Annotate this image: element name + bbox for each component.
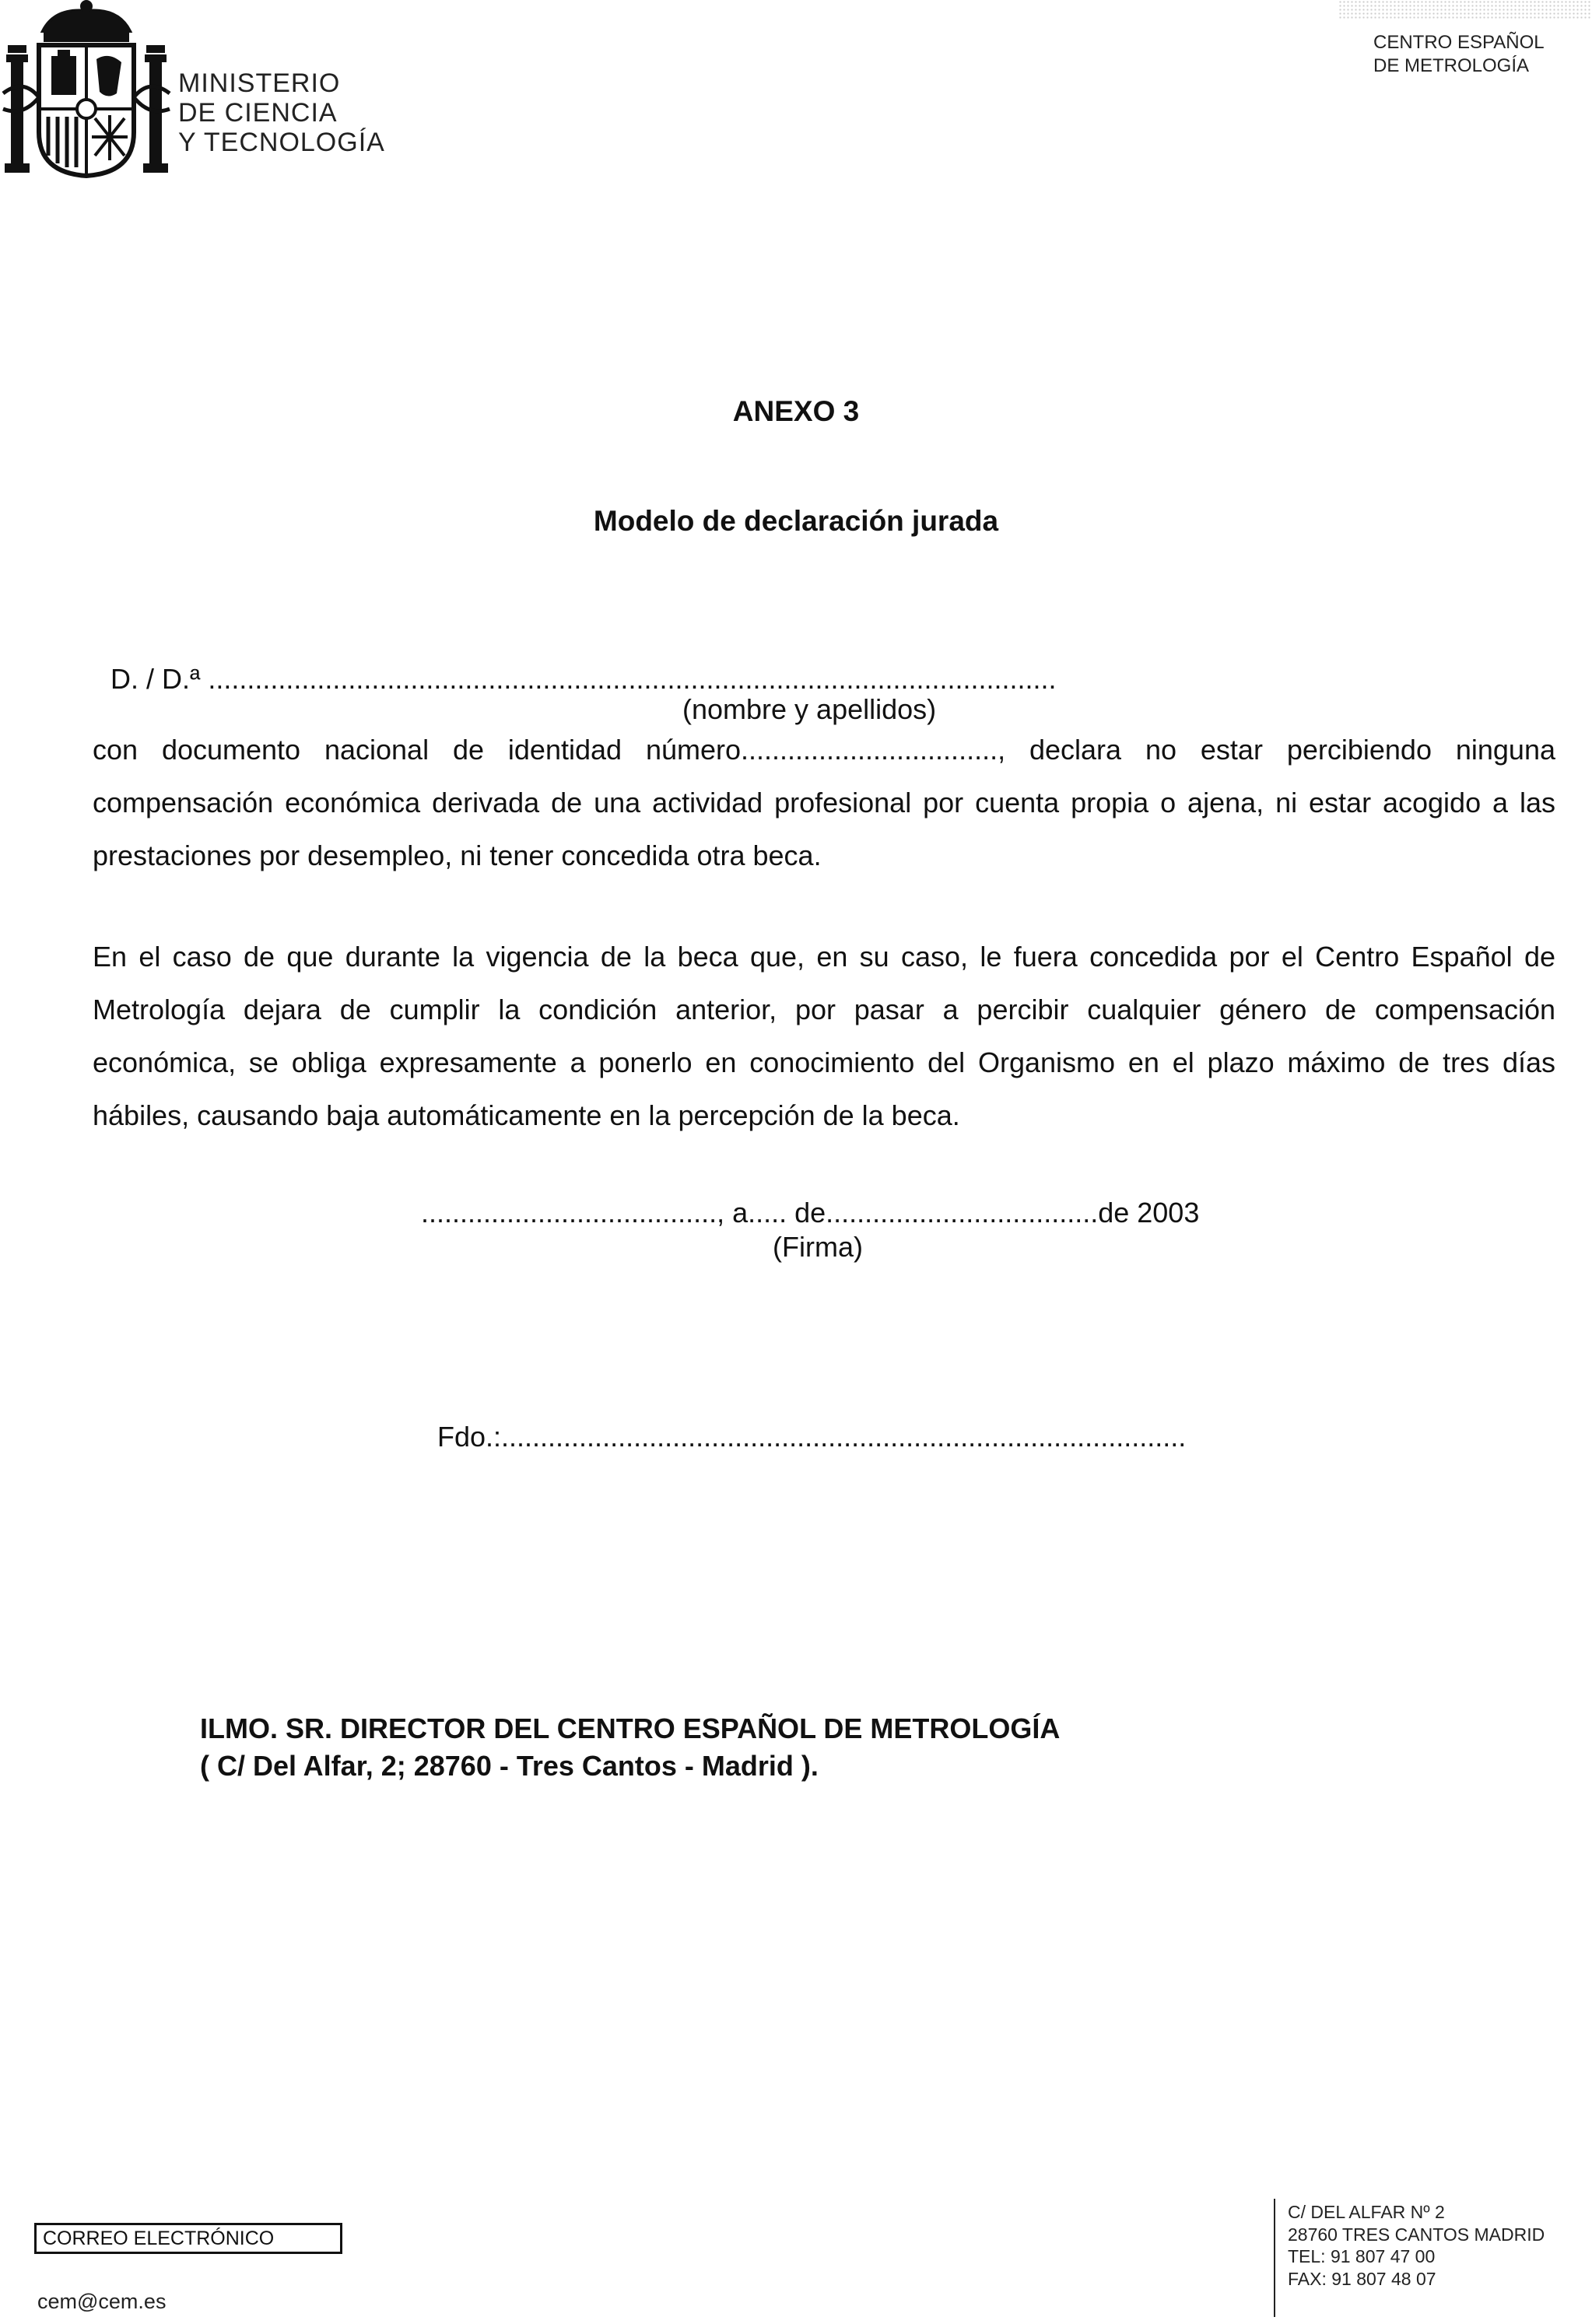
coat-of-arms-logo: [0, 0, 173, 181]
ministry-line: DE CIENCIA: [178, 98, 338, 128]
center-line: DE METROLOGÍA: [1373, 55, 1530, 76]
addressee-line-1: ILMO. SR. DIRECTOR DEL CENTRO ESPAÑOL DE METROLOGÍA: [200, 1712, 1061, 1744]
document-title: Modelo de declaración jurada: [593, 505, 999, 537]
addressee-line-2: ( C/ Del Alfar, 2; 28760 - Tres Cantos - Madrid ).: [200, 1750, 819, 1782]
signature-caption: (Firma): [773, 1231, 863, 1263]
scan-noise-stamp: [1338, 0, 1592, 19]
footer-address-line: FAX: 91 807 48 07: [1288, 2268, 1436, 2289]
footer-address-line: 28760 TRES CANTOS MADRID: [1288, 2224, 1545, 2245]
signed-by-line: Fdo.:........................................................................................: [437, 1421, 1187, 1453]
ministry-line: MINISTERIO: [178, 68, 341, 98]
footer-address: [1288, 2201, 1545, 2290]
ministry-name: [178, 68, 385, 157]
name-fill-line: D. / D.ª .............................................................................................................: [110, 663, 1057, 695]
footer-address-line: C/ DEL ALFAR Nº 2: [1288, 2202, 1445, 2222]
declaration-paragraph-2: En el caso de que durante la vigencia de la beca que, en su caso, le fuera concedida por el Centro Español de Metrología dejara de cumplir la condición anterior, por pasar a percibir cualquier género de compensación económica, se obliga expresamente a ponerlo en conocimiento del Organismo en el plazo máximo de tres días hábiles, causando baja automáticamente en la percepción de la beca.: [93, 941, 1555, 1131]
declaration-paragraph-1: con documento nacional de identidad número................................., declara no estar percibiendo ninguna compensación económica derivada de una actividad profesional por cuenta propia o ajena, ni estar acogido a las prestaciones por desempleo, ni tener concedida otra beca.: [93, 734, 1555, 871]
addressee-block: [200, 1710, 1060, 1785]
footer-divider: [1274, 2199, 1275, 2317]
name-caption: (nombre y apellidos): [682, 693, 937, 725]
footer-address-line: TEL: 91 807 47 00: [1288, 2246, 1436, 2266]
email-address: cem@cem.es: [37, 2290, 167, 2313]
ministry-line: Y TECNOLOGÍA: [178, 128, 385, 157]
center-line: CENTRO ESPAÑOL: [1373, 32, 1545, 53]
place-date-line: ......................................, a..... de...................................de 2003: [421, 1197, 1200, 1229]
email-label-box: CORREO ELECTRÓNICO: [34, 2223, 342, 2254]
annex-title: ANEXO 3: [732, 395, 860, 427]
center-name: [1373, 31, 1577, 78]
